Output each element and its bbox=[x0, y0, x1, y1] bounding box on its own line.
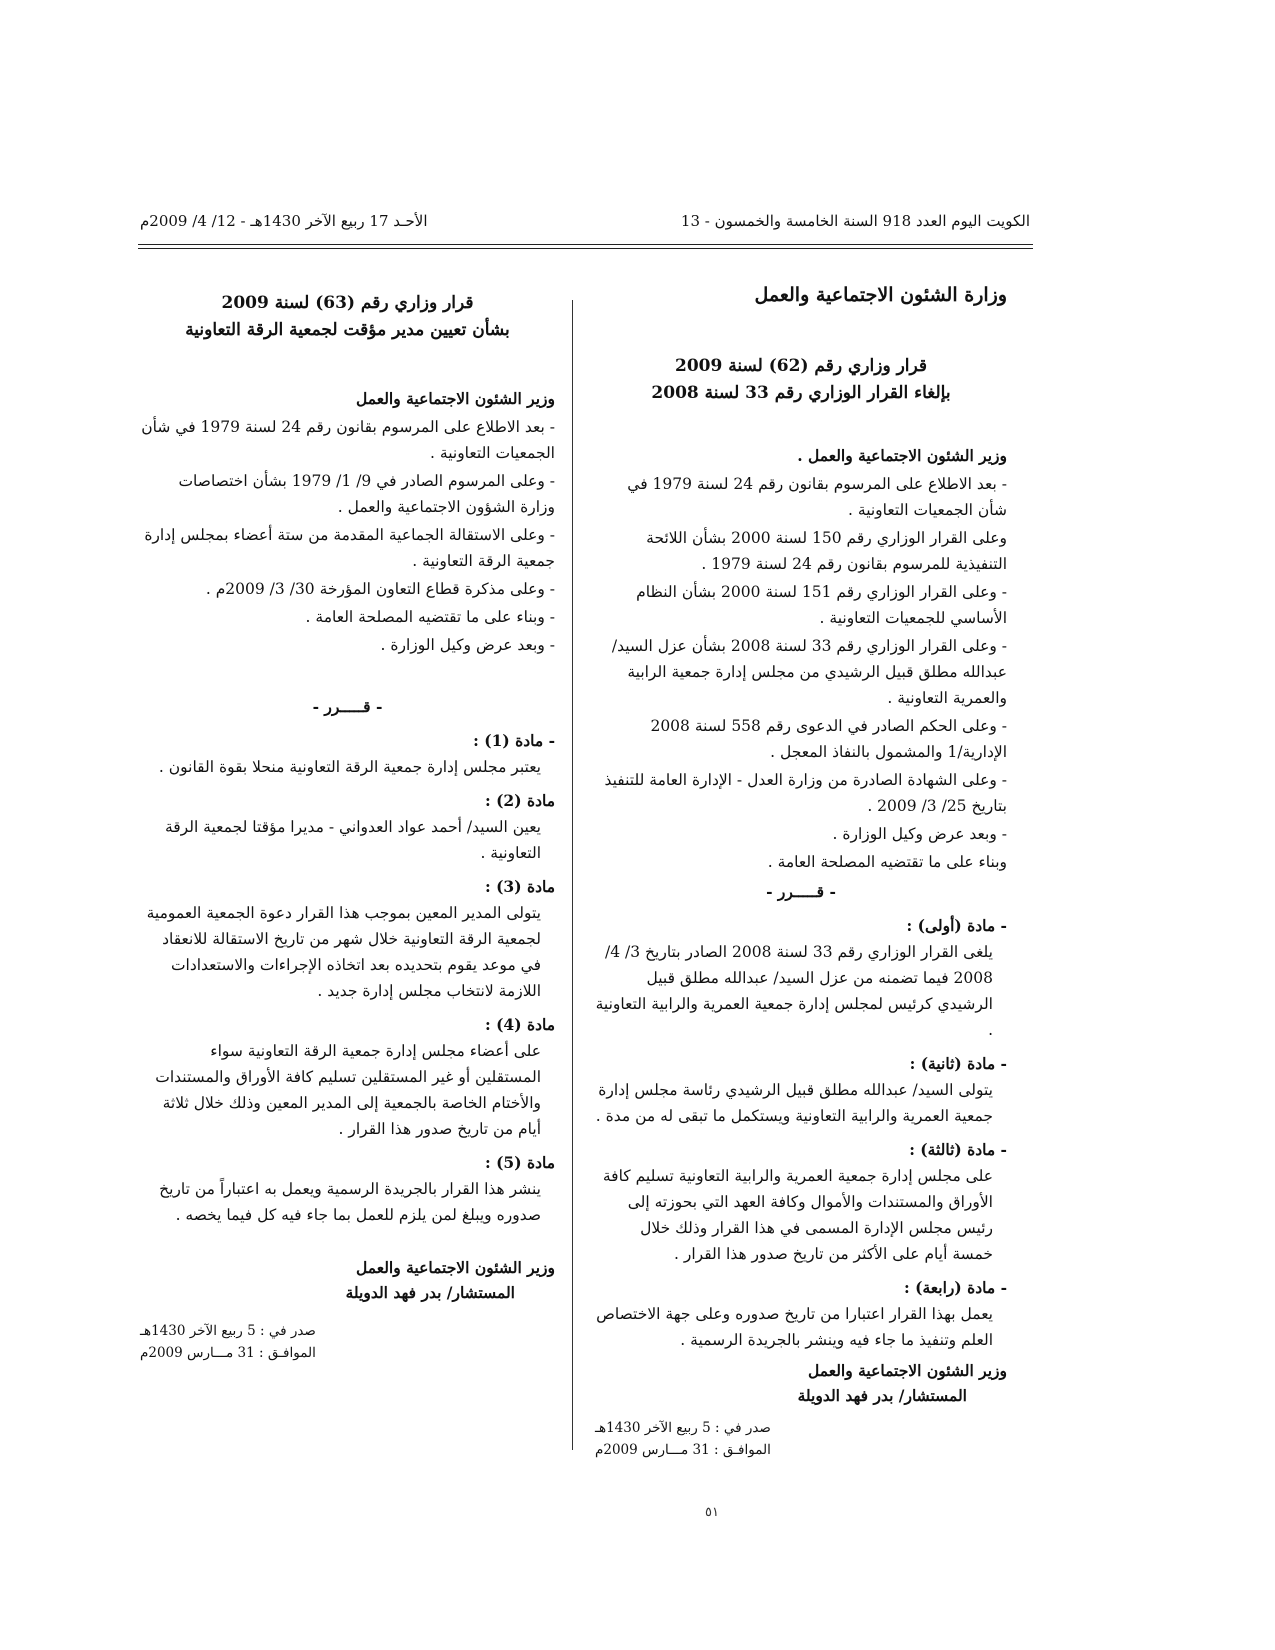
preamble-clause: - وبعد عرض وكيل الوزارة . bbox=[832, 825, 1007, 843]
preamble-clause: - وعلى الاستقالة الجماعية المقدمة من ستة أعضاء بمجلس إدارة جمعية الرقة التعاونية . bbox=[144, 526, 555, 570]
header-issue-info: الكويت اليوم العدد 918 السنة الخامسة والخمسون - 13 bbox=[680, 212, 1030, 230]
article-text: ينشر هذا القرار بالجريدة الرسمية ويعمل به اعتباراً من تاريخ صدوره ويبلغ لمن يلزم للعمل بما جاء فيه كل فيما يخصه . bbox=[159, 1180, 541, 1224]
decision-63-column bbox=[140, 290, 555, 1364]
article-heading: - مادة (ثانية) : bbox=[909, 1054, 1007, 1073]
decision-63-minister: وزير الشئون الاجتماعية والعمل bbox=[356, 389, 555, 408]
article-heading: - مادة (أولى) : bbox=[906, 916, 1007, 935]
preamble-clause: - وبناء على ما تقتضيه المصلحة العامة . bbox=[305, 608, 555, 626]
signature-title: وزير الشئون الاجتماعية والعمل bbox=[356, 1258, 555, 1277]
issued-date-hijri: صدر في : 5 ربيع الآخر 1430هـ bbox=[595, 1420, 771, 1436]
decision-63-subtitle: بشأن تعيين مدير مؤقت لجمعية الرقة التعاونية bbox=[185, 320, 510, 340]
decision-62-column bbox=[595, 282, 1007, 1461]
article-text: يتولى السيد/ عبدالله مطلق قبيل الرشيدي رئاسة مجلس إدارة جمعية العمرية والرابية التعاونية ويستكمل ما تبقى له من مدة . bbox=[595, 1081, 993, 1125]
article-heading: - مادة (1) : bbox=[473, 731, 555, 750]
ministry-heading: وزارة الشئون الاجتماعية والعمل bbox=[754, 284, 1007, 306]
preamble-clause: وبناء على ما تقتضيه المصلحة العامة . bbox=[767, 853, 1007, 871]
article-heading: - مادة (رابعة) : bbox=[904, 1278, 1007, 1297]
article-text: على أعضاء مجلس إدارة جمعية الرقة التعاونية سواء المستقلين أو غير المستقلين تسليم كافة الأوراق والمستندات والأختام الخاصة بالجمعية إلى المدير المعين وذلك خلال ثلاثة أيام من تاريخ صدور هذا القرار . bbox=[155, 1042, 541, 1138]
signature-name: المستشار/ بدر فهد الدويلة bbox=[797, 1386, 967, 1405]
decision-62-preamble bbox=[595, 471, 1007, 875]
preamble-clause: - وعلى الحكم الصادر في الدعوى رقم 558 لسنة 2008 الإدارية/1 والمشمول بالنفاذ المعجل . bbox=[650, 717, 1007, 761]
article-text: يعتبر مجلس إدارة جمعية الرقة التعاونية منحلا بقوة القانون . bbox=[158, 758, 541, 776]
decision-63-title-block bbox=[140, 290, 555, 344]
preamble-clause: - وعلى المرسوم الصادر في 9/ 1/ 1979 بشأن اختصاصات وزارة الشؤون الاجتماعية والعمل . bbox=[178, 472, 555, 516]
preamble-clause: - وعلى القرار الوزاري رقم 33 لسنة 2008 بشأن عزل السيد/ عبدالله مطلق قبيل الرشيدي من مجلس إدارة جمعية الرابية والعمرية التعاونية . bbox=[611, 637, 1007, 707]
article-heading: مادة (3) : bbox=[484, 877, 555, 896]
issued-date-gregorian: الموافـق : 31 مـــارس 2009م bbox=[595, 1442, 771, 1458]
article-heading: - مادة (ثالثة) : bbox=[909, 1140, 1007, 1159]
page-mark: ٥١ bbox=[705, 1505, 719, 1520]
column-divider bbox=[572, 300, 573, 1450]
article-text: على مجلس إدارة جمعية العمرية والرابية التعاونية تسليم كافة الأوراق والمستندات والأموال وكافة العهد التي بحوزته إلى رئيس مجلس الإدارة المسمى في هذا القرار وذلك خلال خمسة أيام على الأكثر من تاريخ صدور هذا القرار . bbox=[602, 1167, 993, 1263]
decision-62-title-block bbox=[595, 353, 1007, 407]
issued-date-hijri: صدر في : 5 ربيع الآخر 1430هـ bbox=[140, 1323, 316, 1339]
article-text: يعين السيد/ أحمد عواد العدواني - مديرا مؤقتا لجمعية الرقة التعاونية . bbox=[164, 818, 541, 862]
issued-date-gregorian: الموافـق : 31 مـــارس 2009م bbox=[140, 1345, 316, 1361]
preamble-clause: - وعلى مذكرة قطاع التعاون المؤرخة 30/ 3/ 2009م . bbox=[205, 580, 555, 598]
header-date: الأحـد 17 ربيع الآخر 1430هـ - 12/ 4/ 2009م bbox=[140, 212, 428, 230]
article-text: يتولى المدير المعين بموجب هذا القرار دعوة الجمعية العمومية لجمعية الرقة التعاونية خلال شهر من تاريخ الاستقالة للانعقاد في موعد يقوم بتحديده بعد اتخاذه الإجراءات والاستعدادات اللازمة لانتخاب مجلس إدارة جديد . bbox=[146, 904, 541, 1000]
article-heading: مادة (4) : bbox=[484, 1015, 555, 1034]
preamble-clause: وعلى القرار الوزاري رقم 150 لسنة 2000 بشأن اللائحة التنفيذية للمرسوم بقانون رقم 24 لسنة 1979 . bbox=[646, 529, 1007, 573]
preamble-clause: - وعلى القرار الوزاري رقم 151 لسنة 2000 بشأن النظام الأساسي للجمعيات التعاونية . bbox=[636, 583, 1007, 627]
article-heading: مادة (2) : bbox=[484, 791, 555, 810]
decided-heading: - قـــــرر - bbox=[312, 697, 383, 716]
preamble-clause: - بعد الاطلاع على المرسوم بقانون رقم 24 لسنة 1979 في شأن الجمعيات التعاونية . bbox=[627, 475, 1007, 519]
signature-title: وزير الشئون الاجتماعية والعمل bbox=[808, 1361, 1007, 1380]
decided-heading: - قـــــرر - bbox=[766, 882, 836, 901]
decision-63-preamble bbox=[140, 414, 555, 658]
preamble-clause: - وبعد عرض وكيل الوزارة . bbox=[380, 636, 555, 654]
header-rule-bottom bbox=[138, 248, 1033, 249]
decision-62-title: قرار وزاري رقم (62) لسنة 2009 bbox=[674, 356, 928, 376]
signature-name: المستشار/ بدر فهد الدويلة bbox=[345, 1283, 515, 1302]
decision-62-minister: وزير الشئون الاجتماعية والعمل . bbox=[797, 446, 1007, 465]
preamble-clause: - بعد الاطلاع على المرسوم بقانون رقم 24 لسنة 1979 في شأن الجمعيات التعاونية . bbox=[141, 418, 555, 462]
preamble-clause: - وعلى الشهادة الصادرة من وزارة العدل - الإدارة العامة للتنفيذ بتاريخ 25/ 3/ 2009 . bbox=[604, 771, 1007, 815]
page-header bbox=[140, 212, 1030, 240]
article-text: يلغى القرار الوزاري رقم 33 لسنة 2008 الصادر بتاريخ 3/ 4/ 2008 فيما تضمنه من عزل السيد/ عبدالله مطلق قبيل الرشيدي كرئيس لمجلس إدارة جمعية العمرية والرابية التعاونية . bbox=[595, 943, 993, 1039]
article-heading: مادة (5) : bbox=[484, 1153, 555, 1172]
decision-63-title: قرار وزاري رقم (63) لسنة 2009 bbox=[221, 293, 474, 313]
decision-62-subtitle: بإلغاء القرار الوزاري رقم 33 لسنة 2008 bbox=[651, 383, 951, 403]
header-rule-top bbox=[138, 244, 1033, 245]
article-text: يعمل بهذا القرار اعتبارا من تاريخ صدوره وعلى جهة الاختصاص العلم وتنفيذ ما جاء فيه وينشر بالجريدة الرسمية . bbox=[596, 1305, 993, 1349]
